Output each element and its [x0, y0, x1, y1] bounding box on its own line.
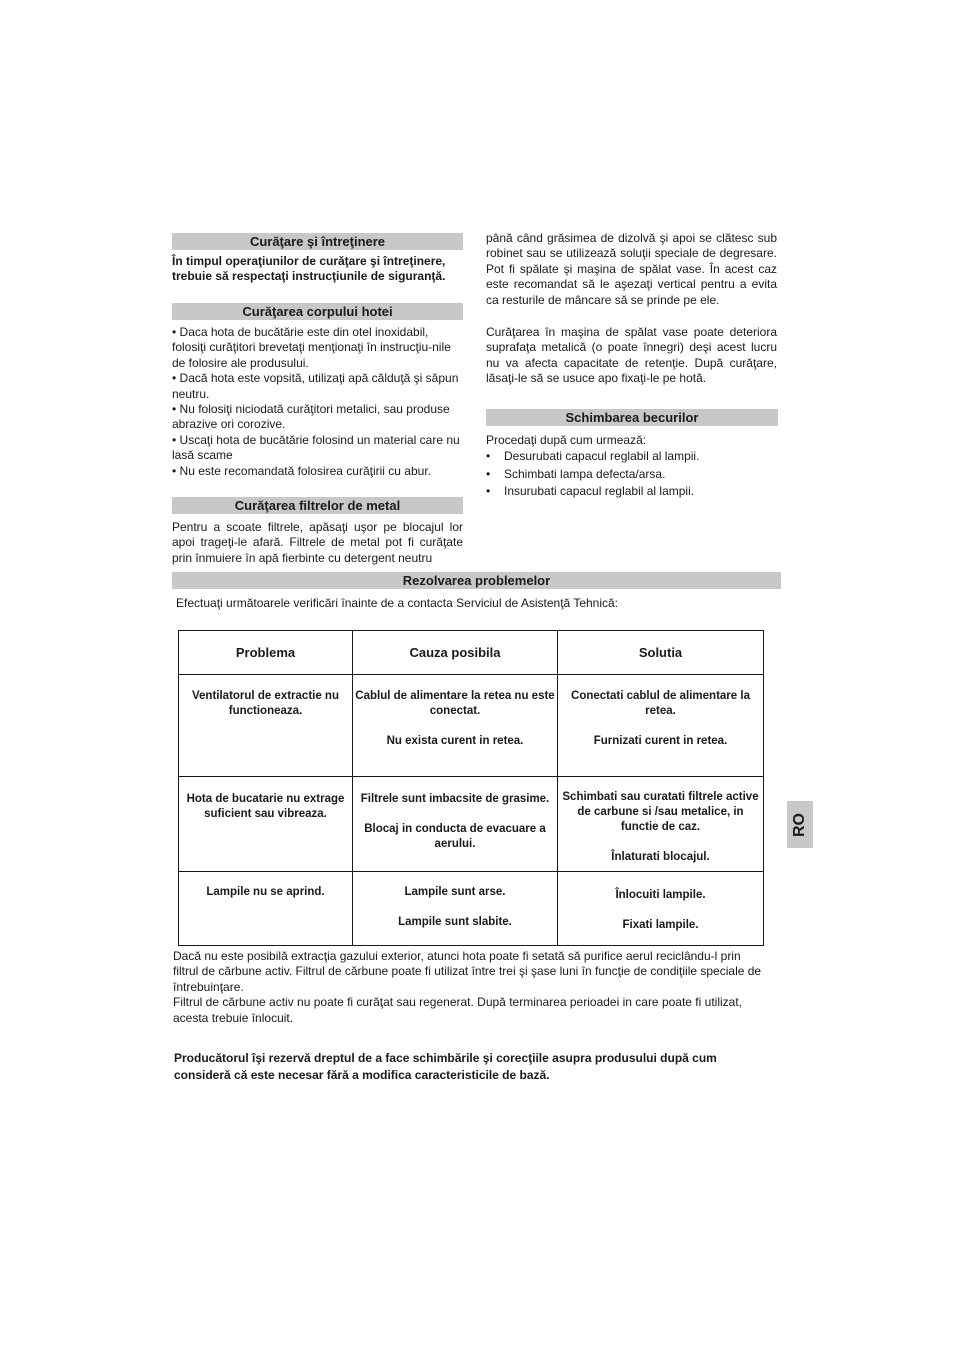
cause-text: Filtrele sunt imbacsite de grasime. — [360, 793, 550, 805]
table-row — [179, 777, 764, 872]
language-tab-label: RO — [791, 812, 808, 837]
column-header-problem: Problema — [179, 631, 353, 675]
solution-text: Fixati lampile. — [622, 919, 699, 931]
cause-cell — [353, 675, 558, 777]
solution-text: Schimbati sau curatati filtrele active de carbune si /sau metalice, in functie de caz. — [562, 791, 759, 833]
solution-cell — [558, 777, 764, 872]
troubleshooting-table — [178, 630, 764, 946]
section-title-hood-body: Curăţarea corpului hotei — [172, 303, 463, 320]
table-header-row — [179, 631, 764, 675]
solution-text: Conectati cablul de alimentare la retea. — [571, 690, 750, 717]
list-item: • Desurubati capacul reglabil al lampii. — [486, 448, 778, 466]
solution-text: Înlaturati blocajul. — [611, 851, 710, 863]
solution-text: Înlocuiti lampile. — [615, 889, 706, 901]
instruction-item: • Nu folosiţi niciodată curăţitori metalici, sau produse abrazive ori corozive. — [172, 402, 450, 432]
cause-text: Lampile sunt slabite. — [398, 916, 512, 928]
language-tab — [787, 801, 813, 848]
problem-cell: Lampile nu se aprind. — [179, 872, 353, 946]
section-title-troubleshooting: Rezolvarea problemelor — [172, 572, 781, 589]
instruction-item: • Nu este recomandată folosirea curăţirii cu abur. — [172, 463, 431, 478]
instruction-item: • Uscaţi hota de bucătărie folosind un material care nu lasă scame — [172, 432, 460, 463]
table-row — [179, 872, 764, 946]
cause-cell — [353, 872, 558, 946]
solution-cell — [558, 872, 764, 946]
troubleshooting-intro: Efectuaţi următoarele verificări înainte de a contacta Serviciul de Asistenţă Tehnică: — [176, 596, 619, 610]
problem-cell: Hota de bucatarie nu extrage suficient sau vibreaza. — [179, 777, 353, 872]
cause-text: Nu exista curent in retea. — [386, 735, 524, 747]
hood-body-instructions — [172, 325, 463, 479]
dishwasher-note: Curăţarea în maşina de spălat vase poate deteriora suprafaţa metalică (o poate înnegri) deşi acest lucru nu va afecta capacitate de retenţie. După curăţare, lăsaţi-le să se usuce apo fixaţi-le pe hotă. — [486, 325, 777, 386]
problem-cell: Ventilatorul de extractie nu functioneaza. — [179, 675, 353, 777]
carbon-filter-paragraph: Filtrul de cărbune activ nu poate fi curăţat sau regenerat. După terminarea perioadei in care poate fi utilizat, acesta trebuie înlocuit. — [173, 995, 742, 1025]
cause-text: Cablul de alimentare la retea nu este conectat. — [355, 690, 555, 717]
carbon-filter-paragraph: Dacă nu este posibilă extracţia gazului exterior, atunci hota poate fi setată să purifice aerul reciclându-l prin filtrul de cărbune activ. Filtrul de cărbune poate fi utilizat între trei şi şase luni în funcţie de condiţiile speciale de întrebuinţare. — [173, 949, 762, 994]
bulbs-intro: Procedaţi după cum urmează: — [486, 433, 647, 447]
section-title-metal-filters: Curăţarea filtrelor de metal — [172, 497, 463, 514]
cause-text: Lampile sunt arse. — [404, 886, 506, 898]
table-row — [179, 675, 764, 777]
section-title-bulbs: Schimbarea becurilor — [486, 409, 778, 426]
section-title-cleaning: Curăţare şi întreţinere — [172, 233, 463, 250]
solution-text: Furnizati curent in retea. — [593, 735, 728, 747]
column-header-cause: Cauza posibila — [353, 631, 558, 675]
cause-cell — [353, 777, 558, 872]
solution-cell — [558, 675, 764, 777]
manufacturer-disclaimer: Producătorul îşi rezervă dreptul de a face schimbările şi corecţiile asupra produsului după cum consideră că este necesar fără a modifica caracteristicile de bază. — [174, 1051, 717, 1082]
list-item: • Insurubati capacul reglabil al lampii. — [486, 483, 778, 501]
instruction-item: • Dacă hota este vopsită, utilizaţi apă călduţă şi săpun neutru. — [172, 371, 459, 401]
safety-warning: În timpul operaţiunilor de curăţare şi întreţinere, trebuie să respectaţi instrucţiunile de siguranţă. — [172, 254, 446, 284]
metal-filters-continuation: până când grăsimea de dizolvă şi apoi se clătesc sub robinet sau se utilizează soluţii speciale de degresare. Pot fi spălate şi maşina de spălat vase. În acest caz este recomandat să le aşezaţi vertical pentru a evita ca resturile de mâncare să se prinde pe ele. — [486, 231, 777, 307]
metal-filters-text: Pentru a scoate filtrele, apăsaţi uşor pe blocajul lor apoi trageţi-le afară. Filtrele de metal pot fi curăţate prin înmuiere în apă fierbinte cu detergent neutru — [172, 520, 463, 565]
bulbs-steps-list — [486, 448, 778, 501]
carbon-filter-text — [173, 949, 765, 1026]
cause-text: Blocaj in conducta de evacuare a aerului. — [364, 823, 546, 850]
column-header-solution: Solutia — [558, 631, 764, 675]
list-item: • Schimbati lampa defecta/arsa. — [486, 466, 778, 484]
instruction-item: • Daca hota de bucătărie este din otel inoxidabil, folosiţi curăţitori brevetaţi menţionaţi în instrucţiu-nile de folosire ale produsului. — [172, 325, 451, 370]
